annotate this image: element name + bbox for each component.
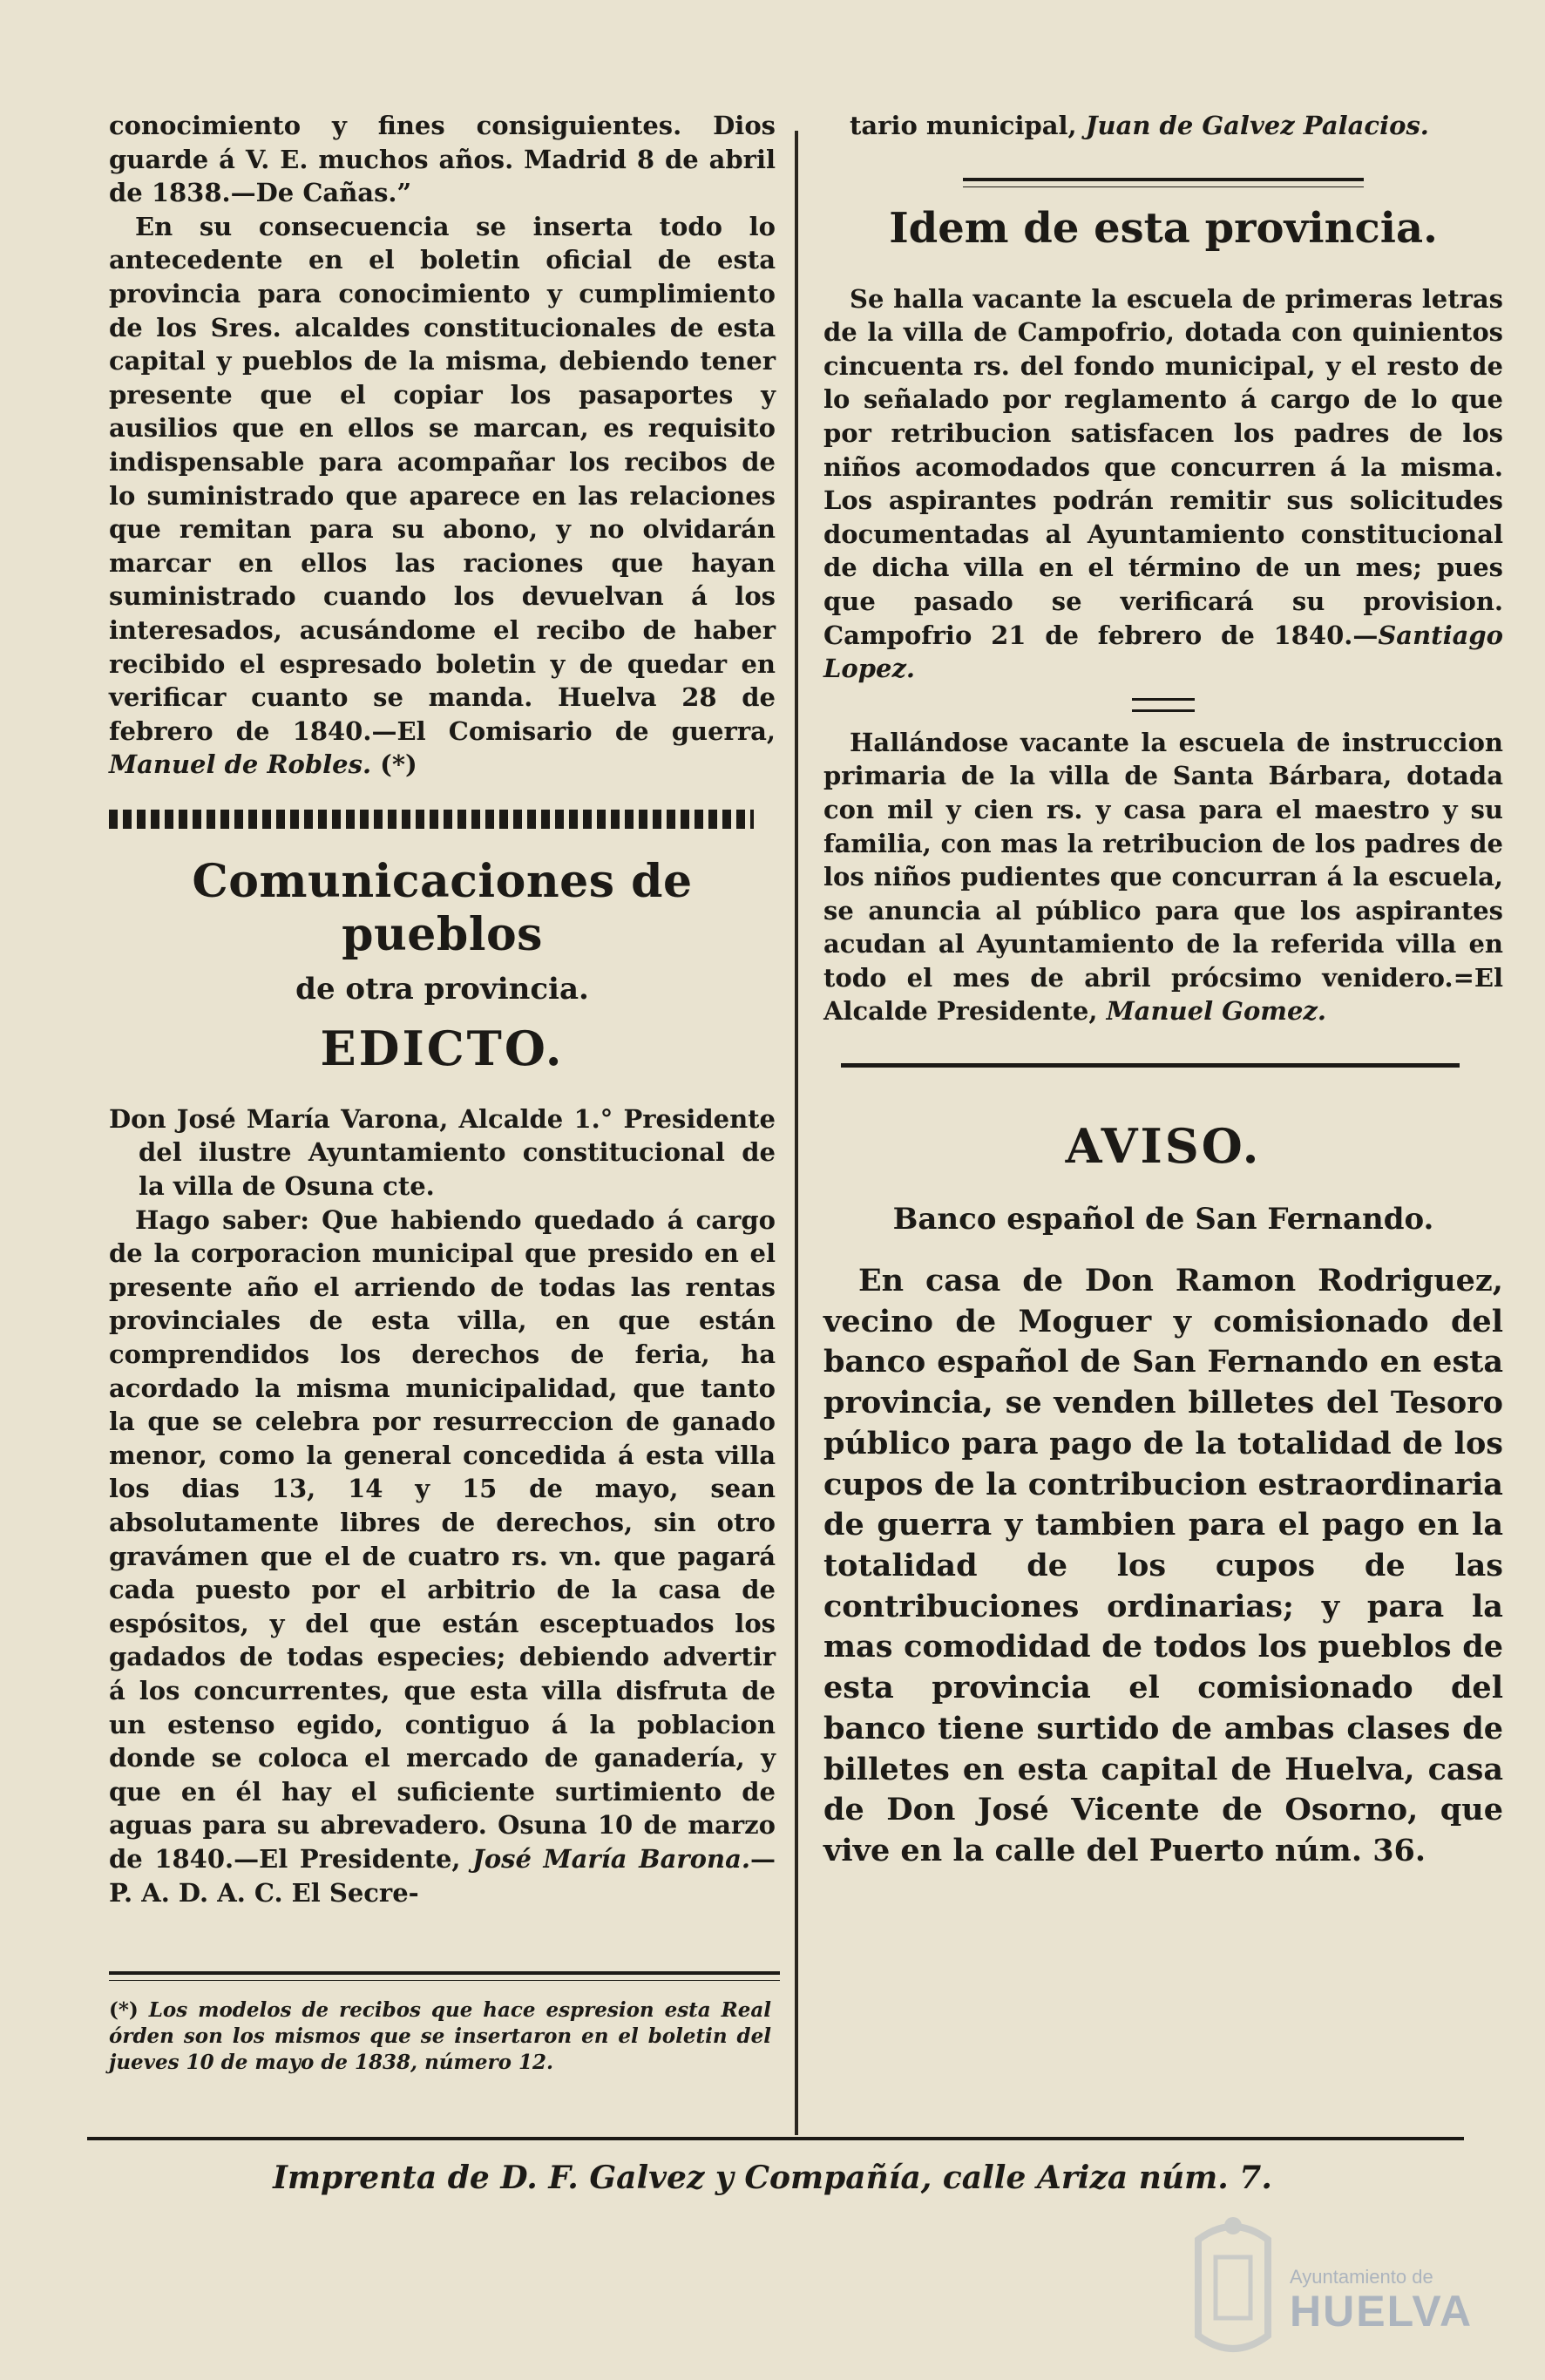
- edicto-intro: Don José María Varona, Alcalde 1.° Presidente del ilustre Ayuntamiento constitucional de la villa de Osuna cte.: [109, 1103, 776, 1202]
- signature-robles: Manuel de Robles.: [109, 749, 372, 780]
- column-divider: [795, 131, 798, 2135]
- signature-gomez: Manuel Gomez.: [1106, 996, 1326, 1027]
- campofrio-text: Se halla vacante la escuela de primeras letras de la villa de Campofrio, dotada con quinientos cincuenta rs. del fondo municipal, y el resto de lo señalado por reglamento á cargo de lo que por retribucion satisfacen los padres de los niños acomodados que concurren á la misma. Los aspirantes podrán remitir sus solicitudes documentadas al Ayuntamiento constitucional de dicha villa en el término de un mes; pues que pasado se verificará su provision. Campofrio 21 de febrero de 1840.—: [823, 283, 1503, 650]
- footnote-rule: [109, 1971, 780, 1975]
- edicto-title: EDICTO.: [320, 1020, 565, 1076]
- paragraph-consecuencia: [109, 210, 776, 782]
- aviso-body: En casa de Don Ramon Rodriguez, vecino de Moguer y comisionado del banco español de San Fernando en esta provincia, se venden billetes del Tesoro público para pago de la totalidad de los cupos de la contribucion estraordinaria de guerra y tambien para el pago en la totalidad de los cupos de las contribuciones ordinarias; y para la mas comodidad de todos los pueblos de esta provincia el comisionado del banco tiene surtido de ambas clases de billetes en esta capital de Huelva, casa de Don José Vicente de Osorno, que vive en la calle del Puerto núm. 36.: [823, 1263, 1503, 1868]
- ornament-divider: [109, 810, 754, 829]
- watermark-text: [1290, 2266, 1473, 2334]
- right-column: [823, 109, 1503, 1872]
- banco-title: Banco español de San Fernando.: [892, 1202, 1434, 1237]
- footnote-rule-thin: [109, 1980, 780, 1981]
- secretary-text: tario municipal,: [850, 111, 1077, 140]
- printer-imprint: Imprenta de D. F. Galvez y Compañía, calle Ariza núm. 7.: [273, 2160, 1272, 2196]
- footnote-marker: (*): [380, 749, 417, 780]
- edicto-text: Hago saber: Que habiendo quedado á cargo de la corporacion municipal que presido en el presente año el arriendo de todas las rentas provinciales de esta villa, en que están comprendidos los derechos de feria, ha acordado la misma municipalidad, que tanto la que se celebra por resurreccion de ganado menor, como la general concedida á esta villa los dias 13, 14 y 15 de mayo, sean absolutamente libres de derechos, sin otro gravámen que el de cuatro rs. vn. que pagará cada puesto por el arbitrio de la casa de espósitos, y del que están esceptuados los gadados de todas especies; debiendo advertir á los concurrentes, que esta villa disfruta de un estenso egido, contiguo á la poblacion donde se coloca el mercado de ganadería, y que en él hay el suficiente surtimiento de aguas para su abrevadero. Osuna 10 de marzo de 1840.—El Presidente,: [109, 1204, 776, 1874]
- bottom-rule: [87, 2137, 1464, 2140]
- paragraph-closing: conocimiento y fines consiguientes. Dios guarde á V. E. muchos años. Madrid 8 de abril de 1838.—De Cañas.”: [109, 111, 776, 208]
- thin-rule: [963, 178, 1364, 181]
- secretary-line: [850, 109, 1503, 143]
- edicto-tail: —P. A. D. A. C. El Secre-: [109, 1843, 776, 1908]
- watermark-big: HUELVA: [1290, 2287, 1474, 2336]
- consecuencia-text: En su consecuencia se inserta todo lo antecedente en el boletin oficial de esta provincia para conocimiento y cumplimiento de los Sres. alcaldes constitucionales de esta capital y pueblos de la misma, debiendo tener presente que el copiar los pasaportes y ausilios que en ellos se marcan, es requisito indispensable para acompañar los recibos de lo suministrado que aparece en las relaciones que remitan para su abono, y no olvidarán marcar en ellos las raciones que hayan suministrado cuando los devuelvan á los interesados, acusándome el recibo de haber recibido el espresado boletin y de quedar en verificar cuanto se manda. Huelva 28 de febrero de 1840.—El Comisario de guerra,: [109, 211, 776, 746]
- idem-title: Idem de esta provincia.: [889, 203, 1438, 253]
- campofrio-notice: [823, 282, 1503, 686]
- aviso-title: AVISO.: [1065, 1118, 1262, 1175]
- signature-lopez: Santiago Lopez.: [823, 620, 1503, 684]
- edicto-body: [109, 1204, 776, 1909]
- section-rule: [841, 1063, 1460, 1068]
- watermark-small: Ayuntamiento de: [1290, 2266, 1433, 2288]
- double-rule: [1132, 698, 1195, 712]
- section-subtitle: de otra provincia.: [295, 971, 589, 1007]
- santa-barbara-text: Hallándose vacante la escuela de instruccion primaria de la villa de Santa Bárbara, dotada con mil y cien rs. y casa para el maestro y su familia, con mas la retribucion de los padres de los niños pudientes que concurran á la escuela, se anuncia al público para que los aspirantes acudan al Ayuntamiento de la referida villa en todo el mes de abril prócsimo venidero.=El Alcalde Presidente,: [823, 727, 1503, 1027]
- signature-galvez: Juan de Galvez Palacios.: [1085, 111, 1429, 140]
- section-title: Comunicaciones de pueblos: [192, 854, 693, 961]
- footnote-mark: (*): [109, 1998, 139, 2022]
- signature-barona: José María Barona.: [472, 1843, 750, 1874]
- footnote: [109, 1997, 771, 2076]
- santa-barbara-notice: [823, 726, 1503, 1028]
- footnote-text: Los modelos de recibos que hace espresion esta Real órden son los mismos que se insertaron en el boletin del jueves 10 de mayo de 1838, número 12.: [109, 1998, 771, 2074]
- left-column: [109, 109, 776, 1909]
